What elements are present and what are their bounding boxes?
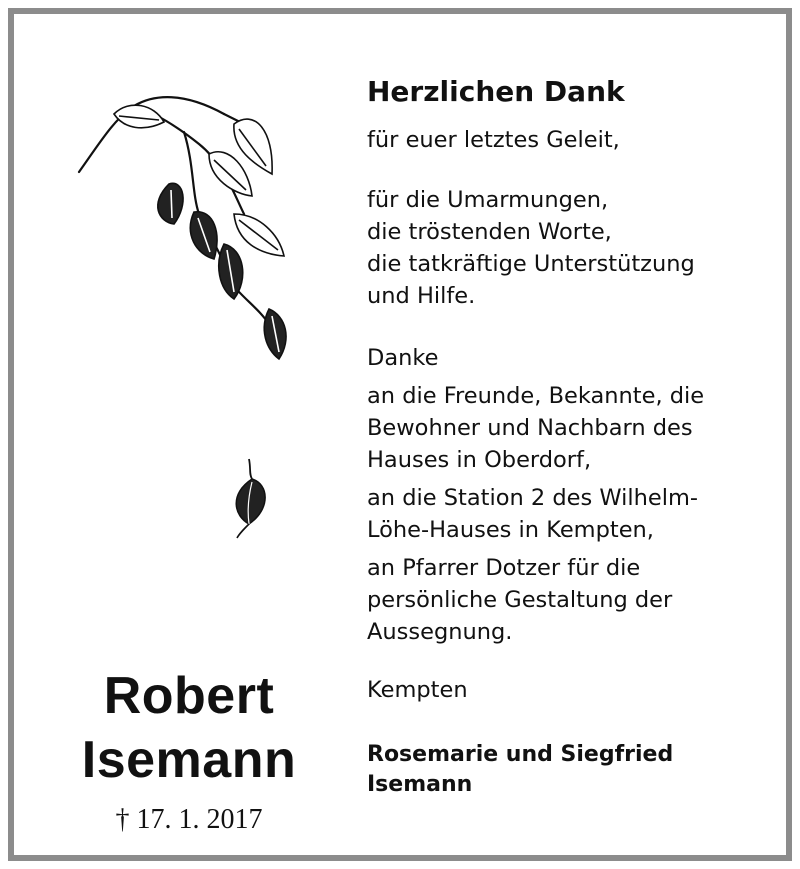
deceased-last-name: Isemann [81,731,297,789]
death-date: † 17. 1. 2017 [115,804,263,835]
thanks-line: und Hilfe. [367,283,476,309]
thanks-line: die tatkräftige Unterstützung [367,251,695,277]
thanks-line: für die Umarmungen, [367,187,609,213]
danke-line: an die Freunde, Bekannte, die [367,383,705,409]
place: Kempten [367,677,468,703]
danke-line: persönliche Gestaltung der [367,587,673,613]
signature-line: Rosemarie und Siegfried [367,742,674,767]
danke-line: an die Station 2 des Wilhelm- [367,485,698,511]
danke-line: Aussegnung. [367,619,513,645]
thanks-text-column [367,74,787,800]
thanks-line: die tröstenden Worte, [367,219,612,245]
falling-leaf-icon [219,454,274,544]
danke-line: Hauses in Oberdorf, [367,447,592,473]
deceased-block [54,664,324,838]
danke-line: Löhe-Hauses in Kempten, [367,517,654,543]
danke-label: Danke [367,345,439,371]
deceased-first-name: Robert [103,667,275,725]
signature-line: Isemann [367,772,473,797]
birch-branch-icon [74,84,304,374]
thanks-line: für euer letztes Geleit, [367,127,620,153]
heading: Herzlichen Dank [367,75,625,108]
notice-frame [8,8,792,861]
danke-line: Bewohner und Nachbarn des [367,415,693,441]
danke-line: an Pfarrer Dotzer für die [367,555,641,581]
